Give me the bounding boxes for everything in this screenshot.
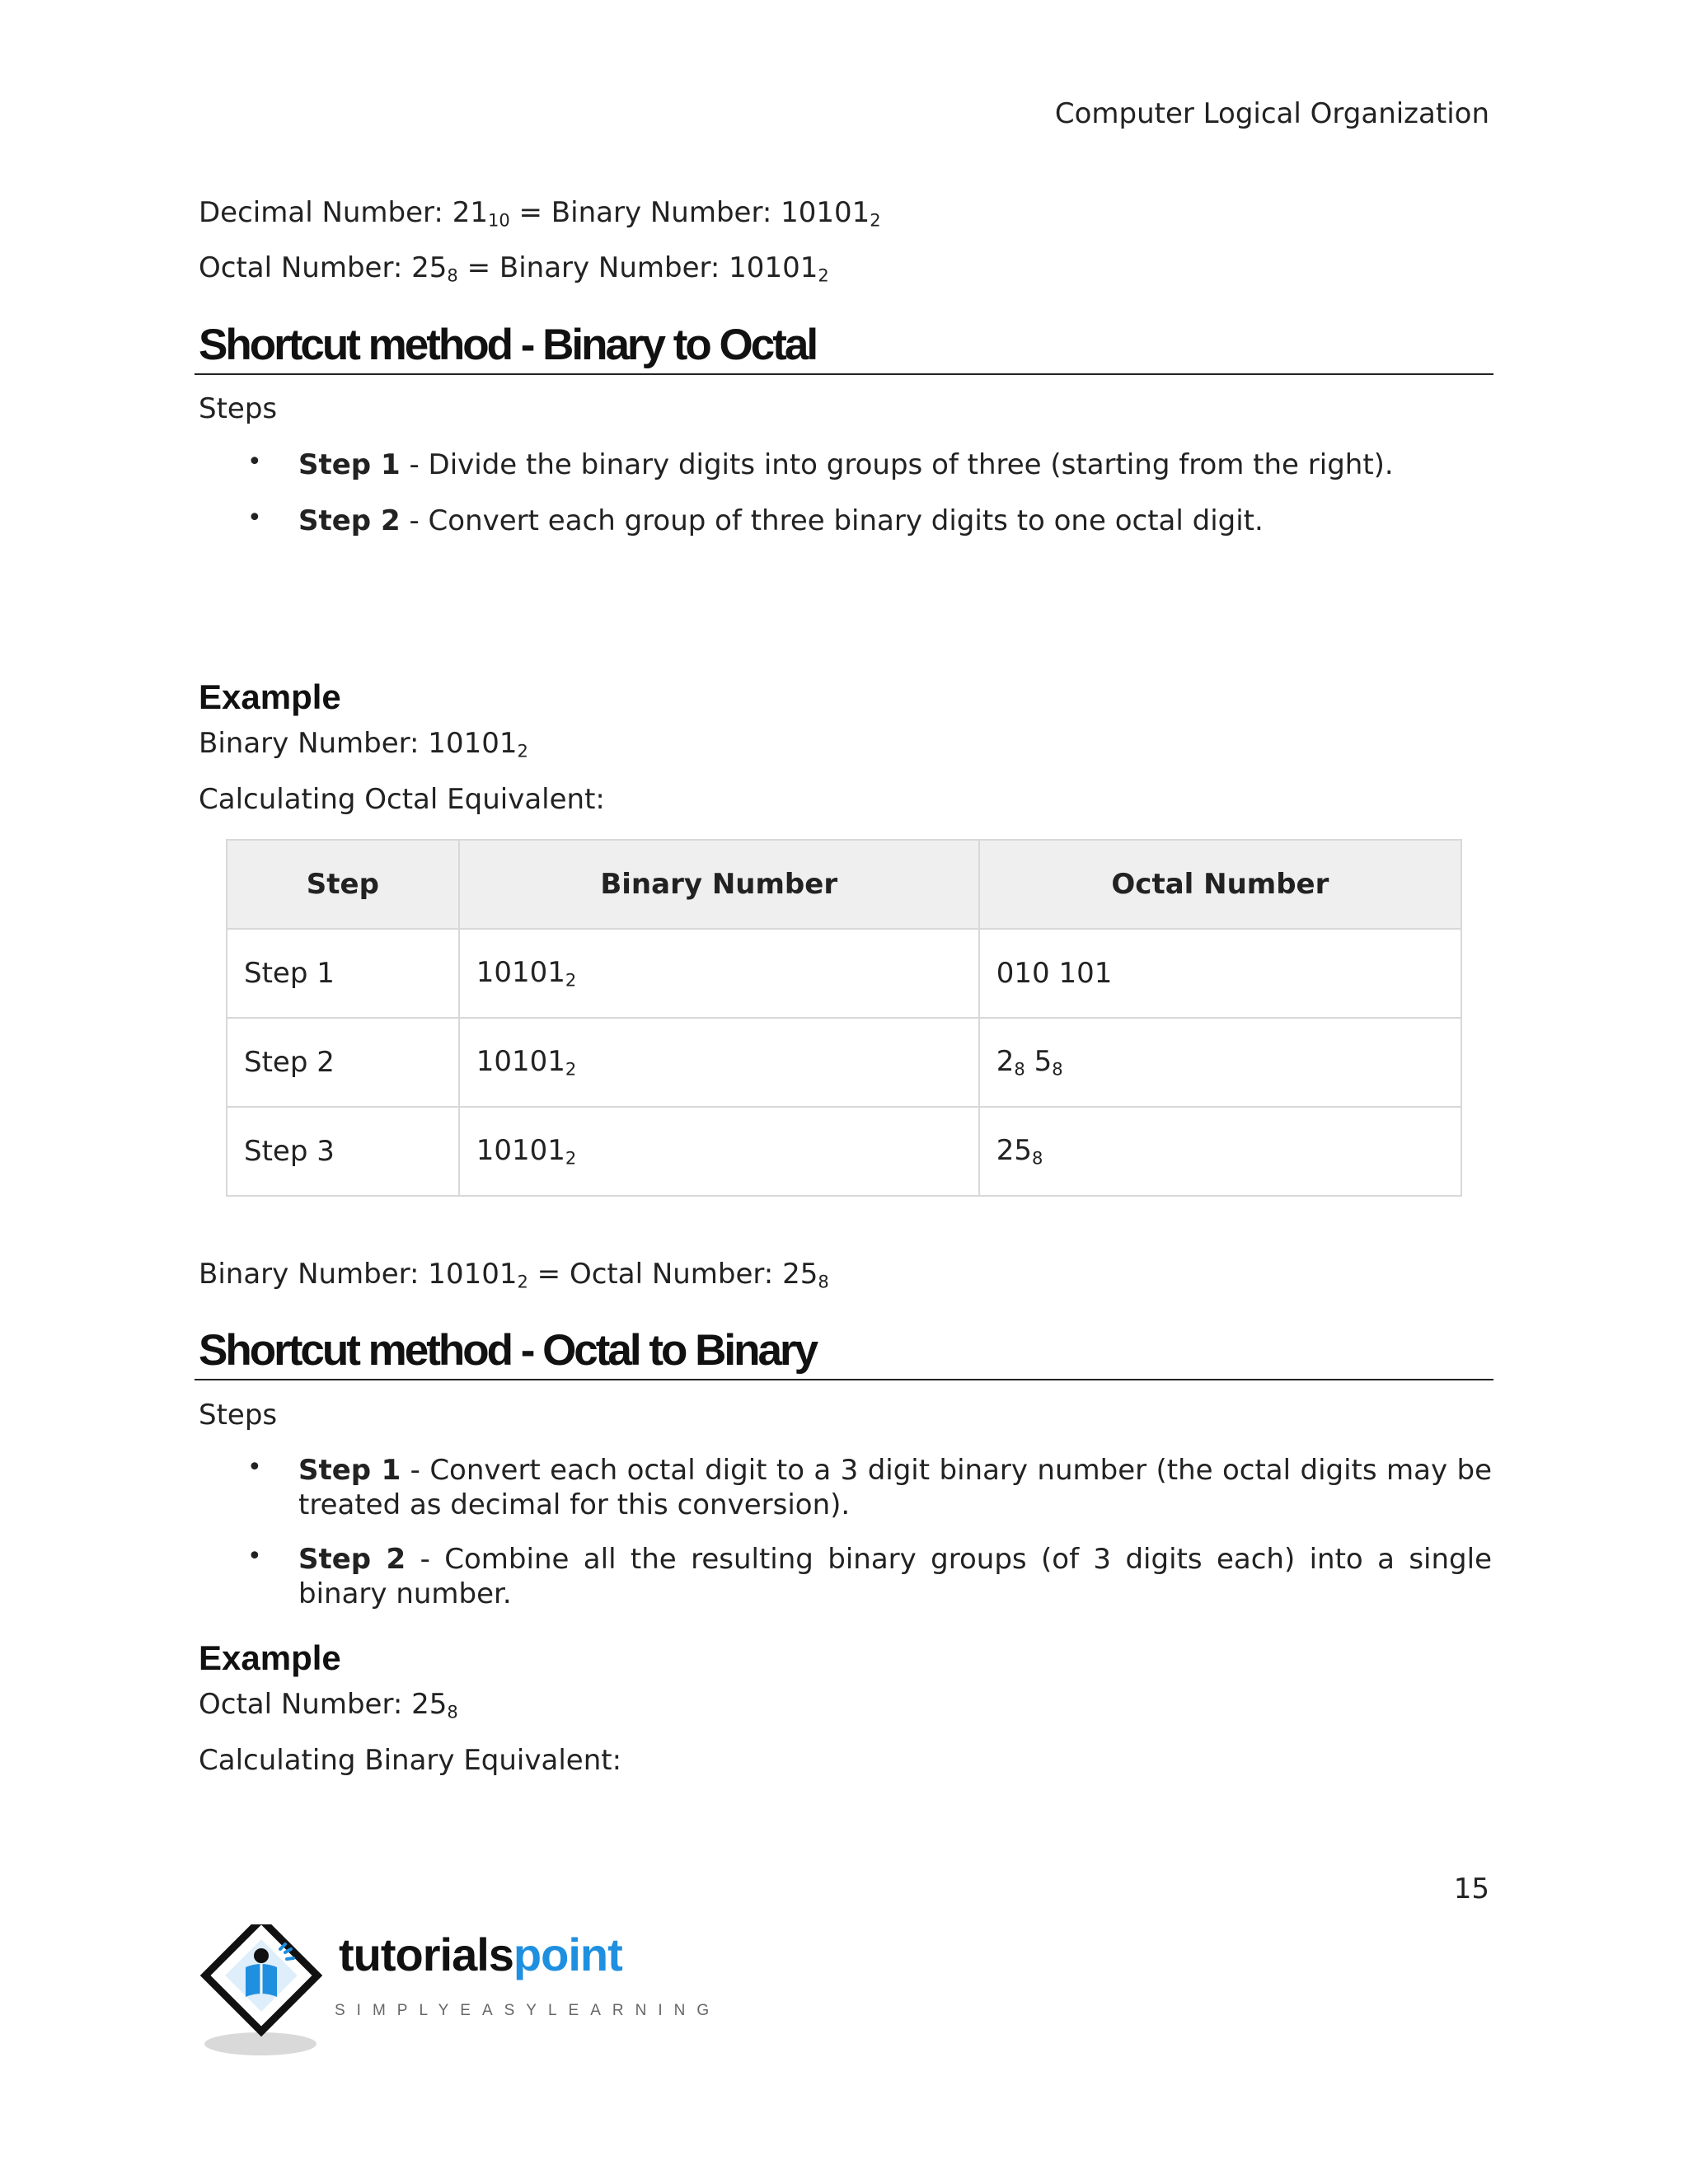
- example-heading: Example: [199, 677, 341, 716]
- octal-cell: 010 101: [979, 929, 1461, 1018]
- table-row: [227, 1107, 1461, 1196]
- running-header: Computer Logical Organization: [1054, 97, 1489, 130]
- page-number: 15: [1453, 1872, 1489, 1905]
- step-text: Step 1 - Convert each octal digit to a 3 digit binary number (the octal digits may be treated as decimal for this conversion).: [298, 1454, 1492, 1521]
- conversion-table: [226, 839, 1462, 1197]
- intro-octal-line: Octal Number: $25_8$ = Binary Number: $10101_2$: [199, 251, 829, 286]
- table-row: [227, 1018, 1461, 1107]
- example-binary-line: Binary Number: $10101_2$: [199, 727, 528, 762]
- bullet-icon: •: [247, 504, 262, 532]
- octal-cell: $2_8$ $5_8$: [979, 1018, 1461, 1107]
- tutorialspoint-logo: [195, 1924, 721, 2064]
- section-heading-octal-to-binary: Shortcut method - Octal to Binary: [199, 1326, 817, 1375]
- logo-wordmark: tutorialspoint: [339, 1929, 622, 1980]
- list-item: [247, 504, 1492, 538]
- steps-label: Steps: [199, 1399, 278, 1432]
- logo-tagline: SIMPLYEASYLEARNING: [335, 2002, 721, 2019]
- list-item: [247, 1542, 1492, 1611]
- bullet-icon: •: [247, 1453, 262, 1482]
- step-text: Step 2 - Convert each group of three binary digits to one octal digit.: [298, 504, 1264, 537]
- section-rule: [195, 1379, 1493, 1380]
- result-line: Binary Number: $10101_2$ = Octal Number: $25_8$: [199, 1258, 829, 1292]
- step-cell: Step 2: [227, 1018, 459, 1107]
- list-item: [247, 448, 1492, 482]
- binary-cell: $10101_2$: [459, 1018, 979, 1107]
- table-row: [227, 929, 1461, 1018]
- binary-cell: $10101_2$: [459, 929, 979, 1018]
- step-cell: Step 3: [227, 1107, 459, 1196]
- step-cell: Step 1: [227, 929, 459, 1018]
- bullet-icon: •: [247, 448, 262, 476]
- steps-label: Steps: [199, 392, 278, 425]
- step-text: Step 2 - Combine all the resulting binary groups (of 3 digits each) into a single binary number.: [298, 1543, 1492, 1610]
- example-octal-line: Octal Number: $25_8$: [199, 1688, 458, 1722]
- example-heading: Example: [199, 1638, 341, 1677]
- logo-emblem-icon: [195, 1924, 335, 2064]
- calc-label: Calculating Binary Equivalent:: [199, 1744, 622, 1777]
- intro-decimal-line: Decimal Number: $21_{10}$ = Binary Number: $10101_2$: [199, 196, 881, 231]
- binary-cell: $10101_2$: [459, 1107, 979, 1196]
- column-header: Octal Number: [979, 840, 1461, 929]
- octal-cell: $25_8$: [979, 1107, 1461, 1196]
- table-header-row: [227, 840, 1461, 929]
- table-body: [227, 929, 1461, 1196]
- step-text: Step 1 - Divide the binary digits into groups of three (starting from the right).: [298, 448, 1394, 481]
- calc-label: Calculating Octal Equivalent:: [199, 783, 605, 816]
- list-item: [247, 1453, 1492, 1522]
- section-heading-binary-to-octal: Shortcut method - Binary to Octal: [199, 321, 817, 369]
- column-header: Binary Number: [459, 840, 979, 929]
- bullet-icon: •: [247, 1542, 262, 1571]
- column-header: Step: [227, 840, 459, 929]
- section-rule: [195, 373, 1493, 375]
